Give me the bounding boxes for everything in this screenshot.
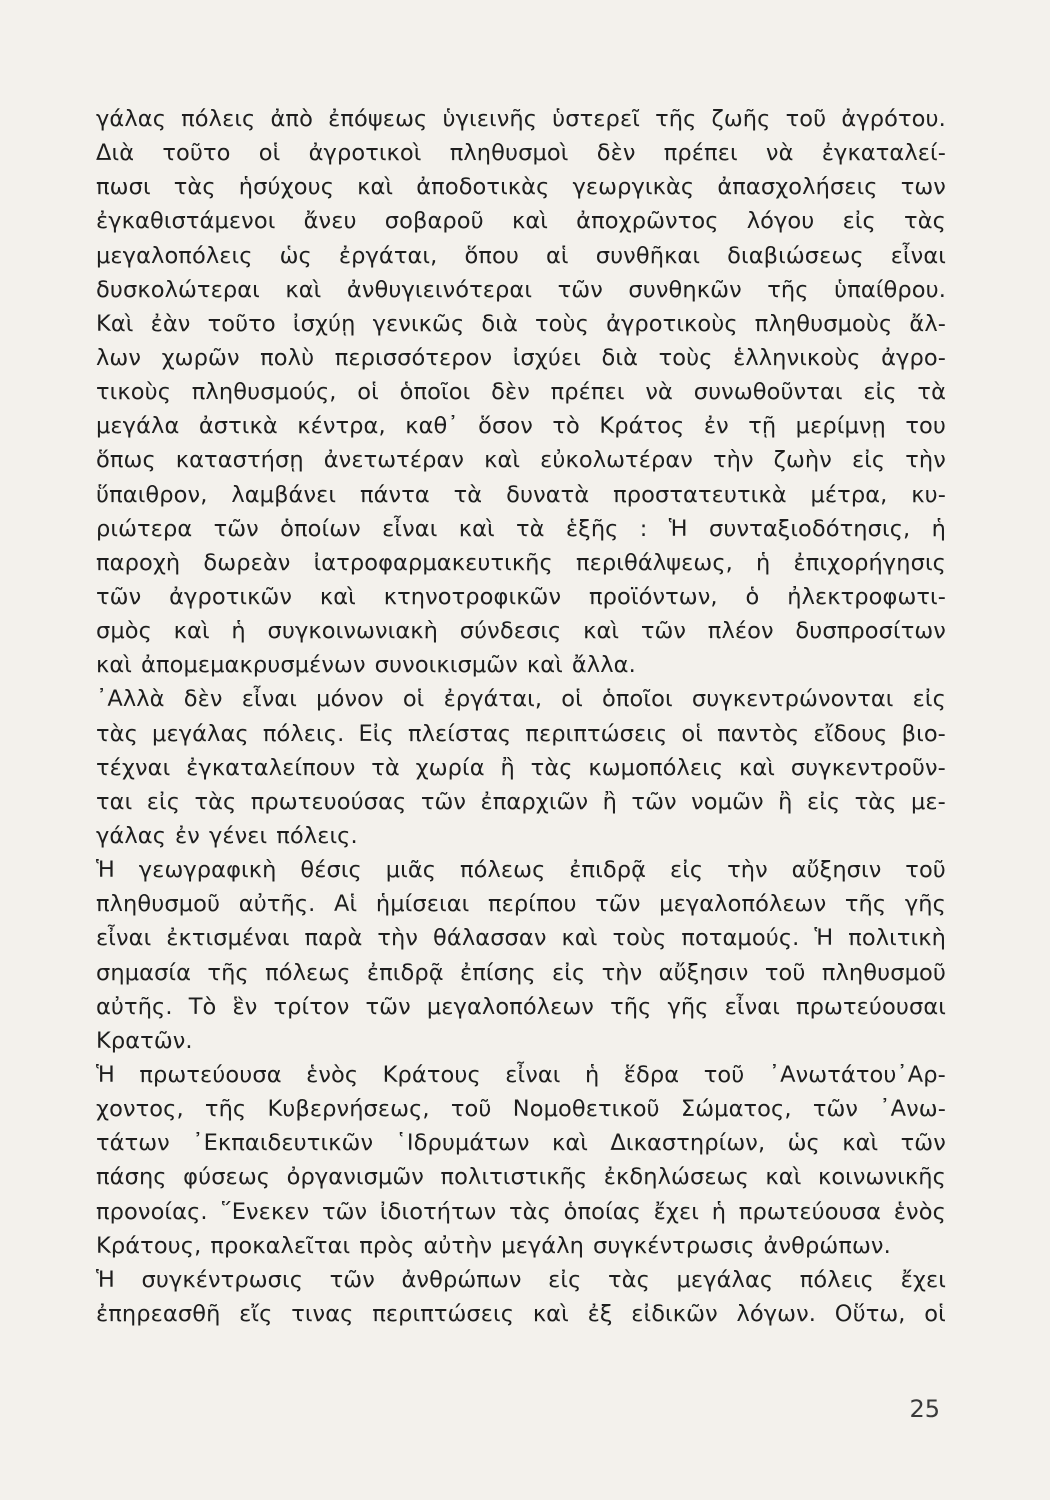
text-line: ἐγκαθιστάμενοι ἄνευ σοβαροῦ καὶ ἀποχρῶντος λόγου εἰς τὰς [96, 208, 946, 235]
text-line: χοντος, τῆς Κυβερνήσεως, τοῦ Νομοθετικοῦ Σώματος, τῶν ᾽Ανω- [96, 1096, 946, 1123]
body-text [96, 102, 946, 1331]
text-line: πληθυσμοῦ αὐτῆς. Αἱ ἡμίσειαι περίπου τῶν μεγαλοπόλεων τῆς γῆς [96, 891, 946, 918]
text-line: Ἡ πρωτεύουσα ἑνὸς Κράτους εἶναι ἡ ἕδρα τοῦ ᾽Ανωτάτου᾽Αρ- [96, 1061, 946, 1088]
text-line: τάτων ᾽Εκπαιδευτικῶν ῾Ιδρυμάτων καὶ Δικαστηρίων, ὡς καὶ τῶν [96, 1130, 946, 1157]
text-line: καὶ ἀπομεμακρυσμένων συνοικισμῶν καὶ ἄλλα. [96, 652, 636, 679]
text-line: ται εἰς τὰς πρωτευούσας τῶν ἐπαρχιῶν ἢ τῶν νομῶν ἢ εἰς τὰς με- [96, 788, 946, 815]
text-line: μεγάλα ἀστικὰ κέντρα, καθ᾽ ὅσον τὸ Κράτος ἐν τῇ μερίμνῃ του [96, 413, 946, 440]
text-line: λων χωρῶν πολὺ περισσότερον ἰσχύει διὰ τοὺς ἑλληνικοὺς ἀγρο- [96, 344, 946, 371]
text-line: τῶν ἀγροτικῶν καὶ κτηνοτροφικῶν προϊόντων, ὁ ἠλεκτροφωτι- [96, 583, 946, 610]
text-line: τὰς μεγάλας πόλεις. Εἰς πλείστας περιπτώσεις οἱ παντὸς εἴδους βιο- [96, 720, 946, 747]
text-line: εἶναι ἐκτισμέναι παρὰ τὴν θάλασσαν καὶ τοὺς ποταμούς. Ἡ πολιτικὴ [96, 925, 946, 952]
text-line: αὐτῆς. Τὸ ἓν τρίτον τῶν μεγαλοπόλεων τῆς γῆς εἶναι πρωτεύουσαι [96, 993, 946, 1020]
text-line: παροχὴ δωρεὰν ἰατροφαρμακευτικῆς περιθάλψεως, ἡ ἐπιχορήγησις [96, 549, 946, 576]
text-line: προνοίας. ῞Ενεκεν τῶν ἰδιοτήτων τὰς ὁποίας ἔχει ἡ πρωτεύουσα ἑνὸς [96, 1198, 946, 1225]
text-line: γάλας ἐν γένει πόλεις. [96, 822, 358, 849]
text-line: ᾽Αλλὰ δὲν εἶναι μόνον οἱ ἐργάται, οἱ ὁποῖοι συγκεντρώνονται εἰς [96, 686, 946, 713]
text-line: Διὰ τοῦτο οἱ ἀγροτικοὶ πληθυσμοὶ δὲν πρέπει νὰ ἐγκαταλεί- [96, 140, 946, 167]
text-line: πάσης φύσεως ὀργανισμῶν πολιτιστικῆς ἐκδηλώσεως καὶ κοινωνικῆς [96, 1164, 946, 1191]
text-line: Ἡ γεωγραφικὴ θέσις μιᾶς πόλεως ἐπιδρᾷ εἰς τὴν αὔξησιν τοῦ [96, 857, 946, 884]
text-line: σημασία τῆς πόλεως ἐπιδρᾷ ἐπίσης εἰς τὴν αὔξησιν τοῦ πληθυσμοῦ [96, 959, 946, 986]
text-line: τικοὺς πληθυσμούς, οἱ ὁποῖοι δὲν πρέπει νὰ συνωθοῦνται εἰς τὰ [96, 379, 946, 406]
text-line: Ἡ συγκέντρωσις τῶν ἀνθρώπων εἰς τὰς μεγάλας πόλεις ἔχει [96, 1266, 946, 1293]
text-line: μεγαλοπόλεις ὡς ἐργάται, ὅπου αἱ συνθῆκαι διαβιώσεως εἶναι [96, 242, 946, 269]
text-line: πωσι τὰς ἡσύχους καὶ ἀποδοτικὰς γεωργικὰς ἀπασχολήσεις των [96, 174, 946, 201]
text-line: ὅπως καταστήσῃ ἀνετωτέραν καὶ εὐκολωτέραν τὴν ζωὴν εἰς τὴν [96, 447, 946, 474]
page-number: 25 [909, 1395, 940, 1423]
text-line: δυσκολώτεραι καὶ ἀνθυγιεινότεραι τῶν συνθηκῶν τῆς ὑπαίθρου. [96, 276, 946, 303]
text-line: Καὶ ἐὰν τοῦτο ἰσχύῃ γενικῶς διὰ τοὺς ἀγροτικοὺς πληθυσμοὺς ἄλ- [96, 310, 946, 337]
text-line: Κρατῶν. [96, 1027, 193, 1054]
text-line: σμὸς καὶ ἡ συγκοινωνιακὴ σύνδεσις καὶ τῶν πλέον δυσπροσίτων [96, 618, 946, 645]
text-line: ἐπηρεασθῆ εἴς τινας περιπτώσεις καὶ ἐξ εἰδικῶν λόγων. Οὕτω, οἱ [96, 1300, 946, 1327]
text-line: τέχναι ἐγκαταλείπουν τὰ χωρία ἢ τὰς κωμοπόλεις καὶ συγκεντροῦν- [96, 754, 946, 781]
text-line: ριώτερα τῶν ὁποίων εἶναι καὶ τὰ ἑξῆς : Ἡ συνταξιοδότησις, ἡ [96, 515, 946, 542]
text-line: ὕπαιθρον, λαμβάνει πάντα τὰ δυνατὰ προστατευτικὰ μέτρα, κυ- [96, 481, 946, 508]
text-line: Κράτους, προκαλεῖται πρὸς αὐτὴν μεγάλη συγκέντρωσις ἀνθρώπων. [96, 1232, 891, 1259]
text-line: γάλας πόλεις ἀπὸ ἐπόψεως ὑγιεινῆς ὑστερεῖ τῆς ζωῆς τοῦ ἀγρότου. [96, 106, 946, 132]
